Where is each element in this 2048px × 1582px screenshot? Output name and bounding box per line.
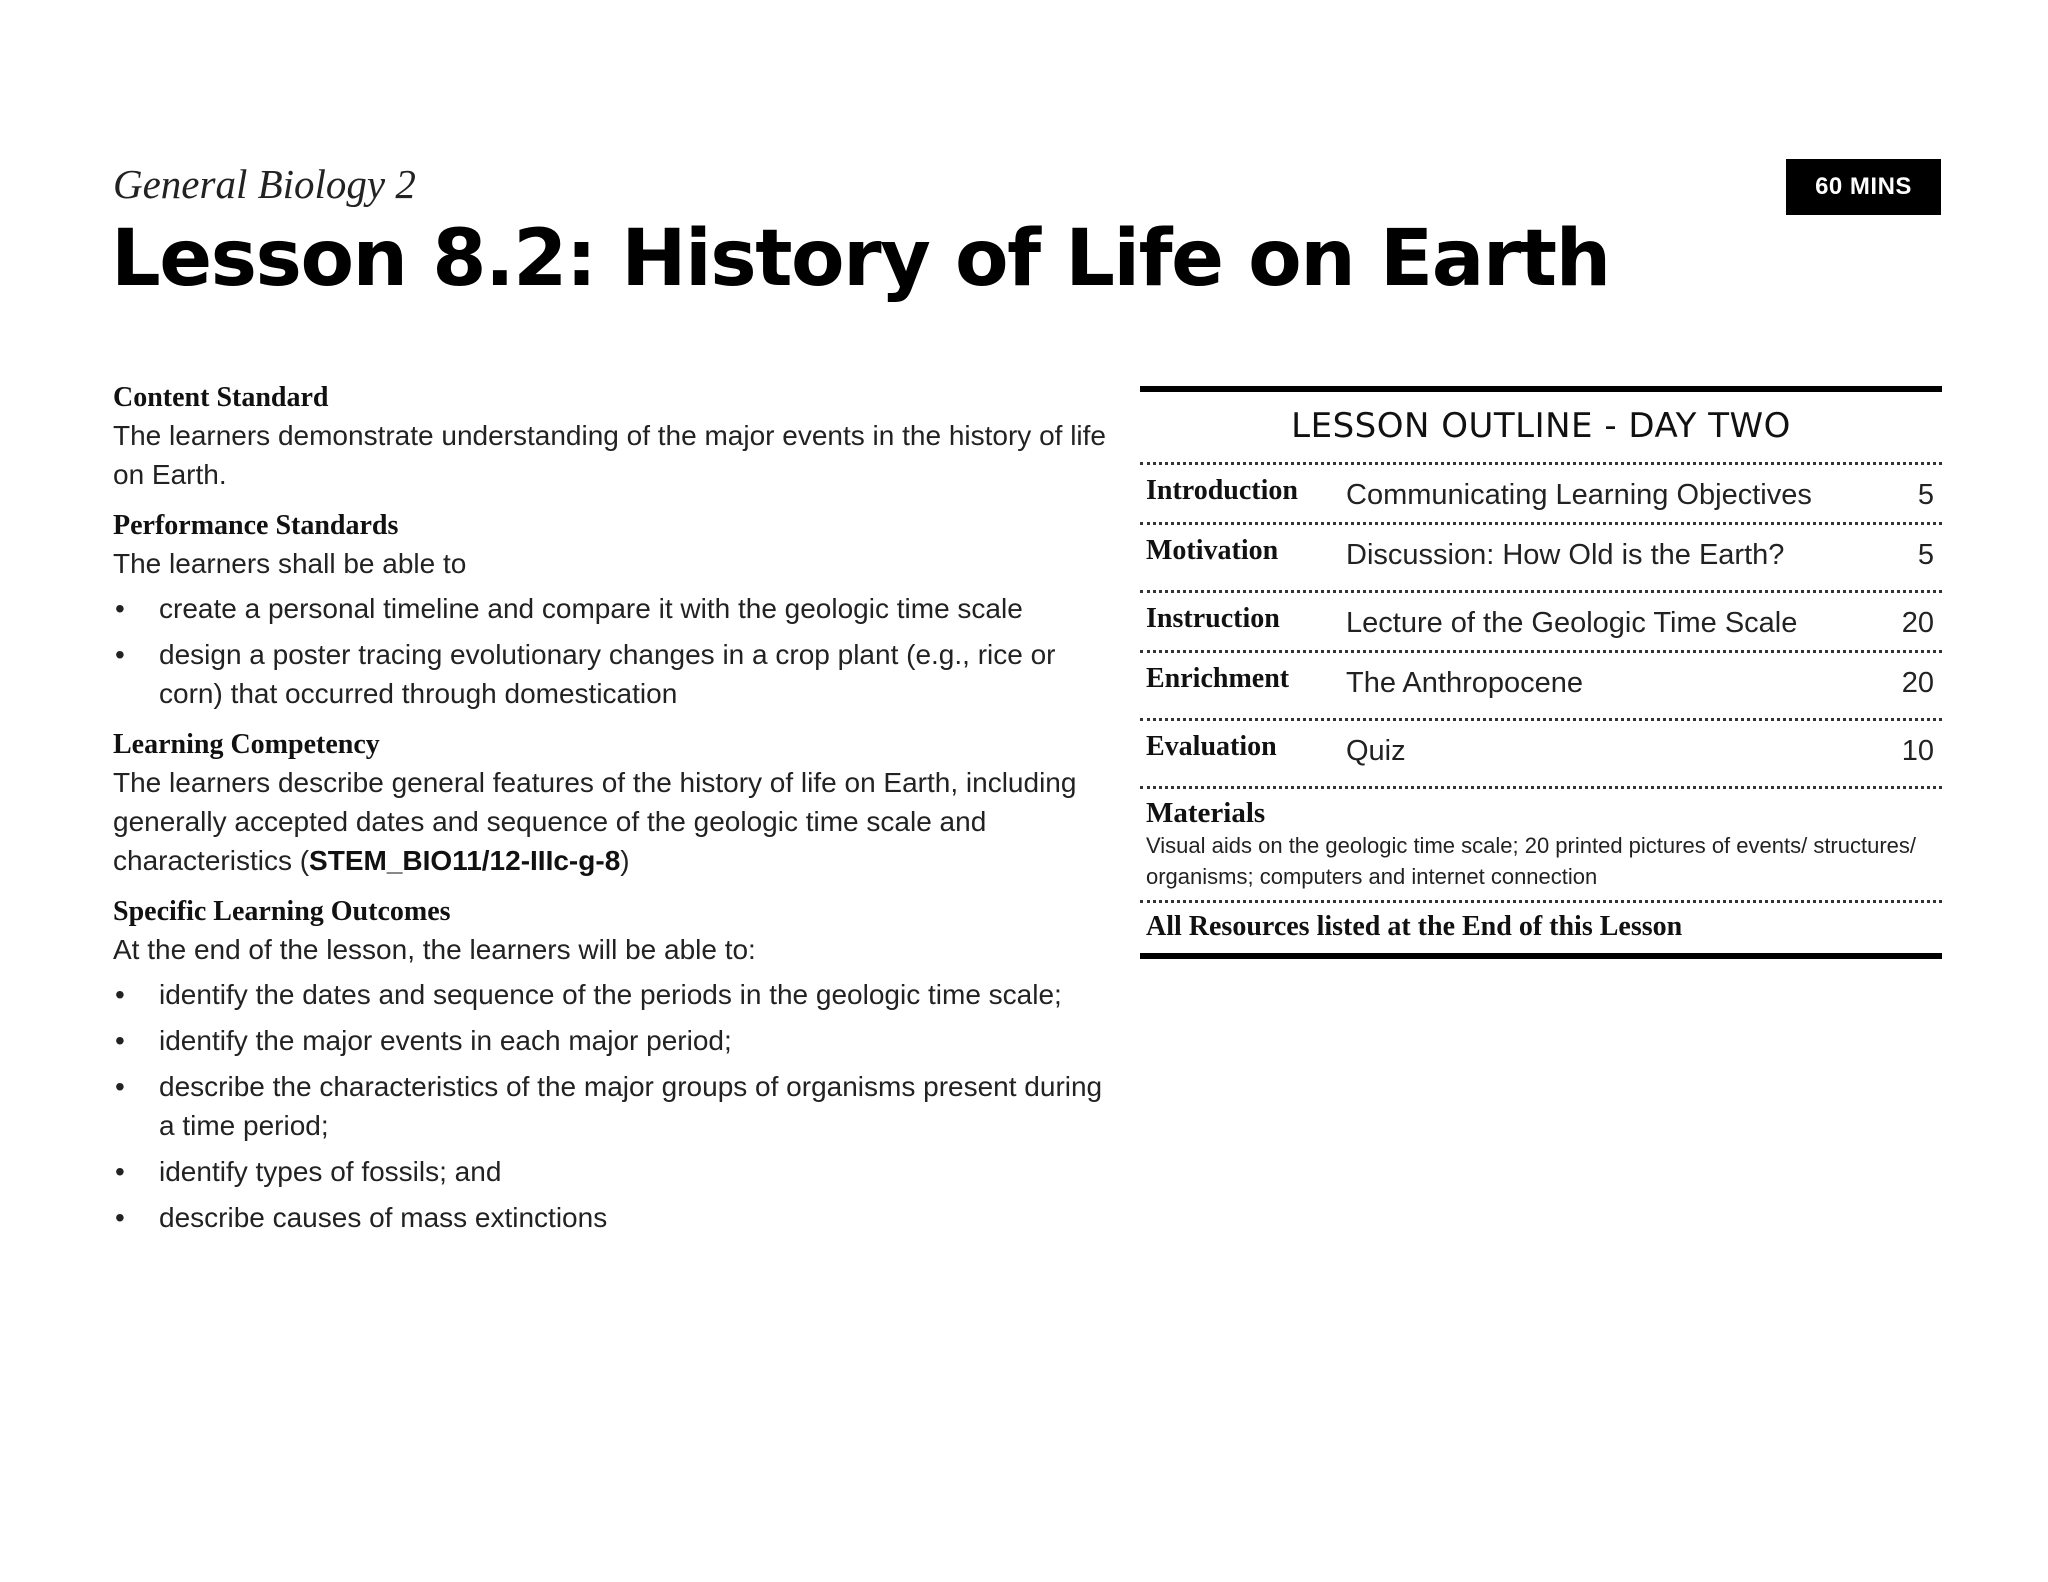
content-standard-heading: Content Standard bbox=[113, 382, 329, 413]
outline-phase: Motivation bbox=[1146, 535, 1279, 566]
list-item: • design a poster tracing evolutionary changes in a crop plant (e.g., rice or corn) that occurred through domestication bbox=[113, 635, 1113, 713]
subject-name: General Biology 2 bbox=[113, 161, 416, 207]
resources-note: All Resources listed at the End of this Lesson bbox=[1140, 900, 1942, 953]
materials-section bbox=[1140, 786, 1942, 900]
learning-outcomes-intro: At the end of the lesson, the learners will be able to: bbox=[113, 934, 756, 965]
bullet-icon: • bbox=[115, 1071, 125, 1102]
materials-heading: Materials bbox=[1146, 797, 1266, 829]
bullet-icon: • bbox=[115, 1202, 125, 1233]
outline-activity: Lecture of the Geologic Time Scale bbox=[1346, 607, 1798, 639]
outline-phase: Evaluation bbox=[1146, 731, 1277, 762]
bullet-icon: • bbox=[115, 979, 125, 1010]
performance-standards-section bbox=[113, 508, 1113, 713]
learning-outcomes-section bbox=[113, 894, 1113, 1237]
outline-row bbox=[1140, 590, 1942, 650]
materials-text: Visual aids on the geologic time scale; 20 printed pictures of events/ structures/ organisms; computers and internet connection bbox=[1146, 833, 1917, 889]
outline-minutes: 5 bbox=[1917, 479, 1934, 511]
bullet-icon: • bbox=[115, 593, 125, 624]
outline-minutes: 20 bbox=[1901, 607, 1934, 639]
list-item: • describe the characteristics of the major groups of organisms present during a time period; bbox=[113, 1067, 1113, 1145]
learning-outcomes-list bbox=[113, 975, 1113, 1237]
lesson-outline-box bbox=[1140, 386, 1942, 959]
bullet-icon: • bbox=[115, 1156, 125, 1187]
outline-row bbox=[1140, 522, 1942, 590]
outline-minutes: 10 bbox=[1901, 735, 1934, 767]
outline-row bbox=[1140, 462, 1942, 522]
performance-standards-heading: Performance Standards bbox=[113, 510, 399, 541]
learning-competency-text: The learners describe general features of the history of life on Earth, including generally accepted dates and sequence of the geologic time scale and characteristics (STEM_BIO11/12-IIIc-g-8) bbox=[113, 767, 1077, 876]
outline-phase: Introduction bbox=[1146, 475, 1298, 506]
competency-code: STEM_BIO11/12-IIIc-g-8 bbox=[309, 845, 621, 876]
list-item: • create a personal timeline and compare it with the geologic time scale bbox=[113, 589, 1113, 628]
outline-activity: Quiz bbox=[1346, 735, 1406, 767]
content-standard-section bbox=[113, 380, 1113, 494]
bullet-icon: • bbox=[115, 1025, 125, 1056]
outline-row bbox=[1140, 650, 1942, 718]
list-item: • identify the dates and sequence of the periods in the geologic time scale; bbox=[113, 975, 1113, 1014]
outline-activity: Communicating Learning Objectives bbox=[1346, 479, 1812, 511]
outline-activity: The Anthropocene bbox=[1346, 667, 1584, 699]
outline-phase: Instruction bbox=[1146, 603, 1280, 634]
list-item: • identify the major events in each major period; bbox=[113, 1021, 1113, 1060]
learning-competency-section bbox=[113, 727, 1113, 880]
outline-title: LESSON OUTLINE - DAY TWO bbox=[1291, 406, 1791, 446]
outline-minutes: 20 bbox=[1901, 667, 1934, 699]
learning-outcomes-heading: Specific Learning Outcomes bbox=[113, 896, 451, 927]
outline-row bbox=[1140, 718, 1942, 786]
lesson-title: Lesson 8.2: History of Life on Earth bbox=[111, 214, 1610, 304]
outline-activity: Discussion: How Old is the Earth? bbox=[1346, 539, 1785, 571]
lesson-standards-column bbox=[113, 380, 1113, 1251]
performance-standards-intro: The learners shall be able to bbox=[113, 548, 467, 579]
performance-standards-list bbox=[113, 589, 1113, 713]
outline-minutes: 5 bbox=[1917, 539, 1934, 571]
list-item: • identify types of fossils; and bbox=[113, 1152, 1113, 1191]
learning-competency-heading: Learning Competency bbox=[113, 729, 380, 760]
list-item: • describe causes of mass extinctions bbox=[113, 1198, 1113, 1237]
content-standard-text: The learners demonstrate understanding of the major events in the history of life on Earth. bbox=[113, 420, 1106, 490]
outline-phase: Enrichment bbox=[1146, 663, 1290, 694]
duration-badge: 60 MINS bbox=[1786, 159, 1941, 215]
bullet-icon: • bbox=[115, 639, 125, 670]
